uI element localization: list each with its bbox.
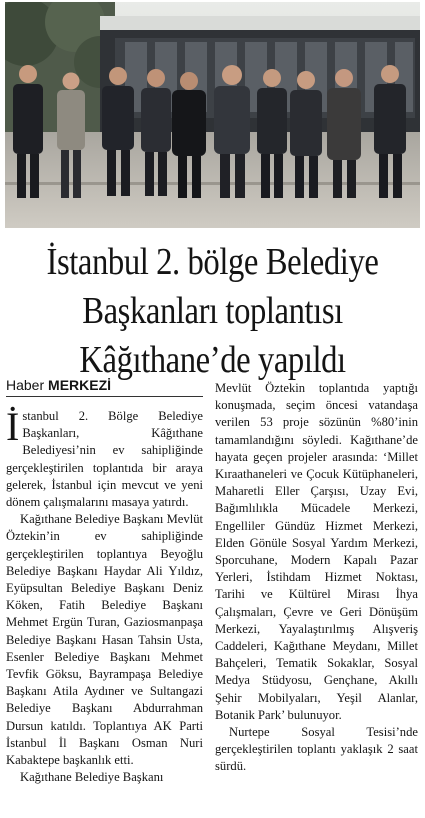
byline [6, 376, 203, 397]
article-paragraph-2: Kağıthane Belediye Başkanı Mevlüt Öztekin’in ev sahipliğinde gerçekleştirilen toplantıya Beyoğlu Belediye Başkanı Haydar Ali Yıldız, Eyüpsultan Belediye Başkanı Deniz Köken, Fatih Belediye Başkanı Mehmet Ergün Turan, Gaziosmanpaşa Belediye Başkanı Hasan Tahsin Usta, Esenler Belediye Başkanı Mehmet Tevfik Göksu, Bayrampaşa Belediye Başkanı Atila Aydıner ve Sultangazi Belediye Başkanı Abdurrahman Dursun katıldı. Toplantıya AK Parti İstanbul İl Başkanı Osman Nuri Kabaktepe başkanlık etti. [6, 512, 203, 768]
group-photo-illustration [5, 2, 420, 228]
article-paragraph-1 [6, 404, 203, 511]
headline-line-1: İstanbul 2. bölge Belediye [46, 241, 379, 283]
group-photo [5, 2, 420, 228]
drop-cap: İ [6, 404, 20, 449]
headline [30, 238, 396, 385]
article-paragraph-3: Kağıthane Belediye Başkanı [20, 770, 164, 785]
byline-prefix: Haber [6, 377, 45, 393]
headline-line-2: Başkanları toplantısı [82, 290, 343, 332]
headline-line-3: Kâğıthane’de yapıldı [79, 339, 346, 381]
article-column-1 [6, 404, 203, 786]
article-column-2 [215, 380, 418, 776]
byline-name: MERKEZİ [48, 377, 112, 393]
article-paragraph-5: Nurtepe Sosyal Tesisi’nde gerçekleştirilen toplantı yaklaşık 2 saat sürdü. [215, 725, 418, 774]
article-paragraph-1-text: stanbul 2. Bölge Belediye Başkanları, Kâğıthane Belediyesi’nin ev sahipliğinde gerçekleştirilen toplantıda bir araya gelerek, İstanbul için mevcut ve yeni dönem çalışmalarını masaya yatırdı. [6, 409, 203, 510]
article-paragraph-4: Mevlüt Öztekin toplantıda yaptığı konuşmada, seçim öncesi vatandaşa verilen 53 proje sözünün %80’inin tamamlandığını söyledi. Kağıthane’de hayata geçen projeler arasında: ‘Millet Kıraathaneleri ve Çocuk Kütüphaneleri, Maharetli Eller Çarşısı, Uzay Evi, Bağımlılıkla Mücadele Merkezi, Engelliler Gündüz Hizmet Merkezi, Elden Gönüle Sosyal Yardım Merkezi, Sporcuhane, Modern Kapalı Pazar Yerleri, İstihdam Hizmet Noktası, Tarihi ve Kültürel Mirası İhya Çalışmaları, Çevre ve Geri Dönüşüm Merkezi, Yayalaştırılmış Alışveriş Caddeleri, Kağıthane Meydanı, Millet Bahçeleri, Tematik Sokaklar, Sosyal Medya Stüdyosu, Gençhane, Akıllı Şehir Mobilyaları, Yeşil Alanlar, Botanik Park’ bulunuyor. [215, 381, 418, 722]
